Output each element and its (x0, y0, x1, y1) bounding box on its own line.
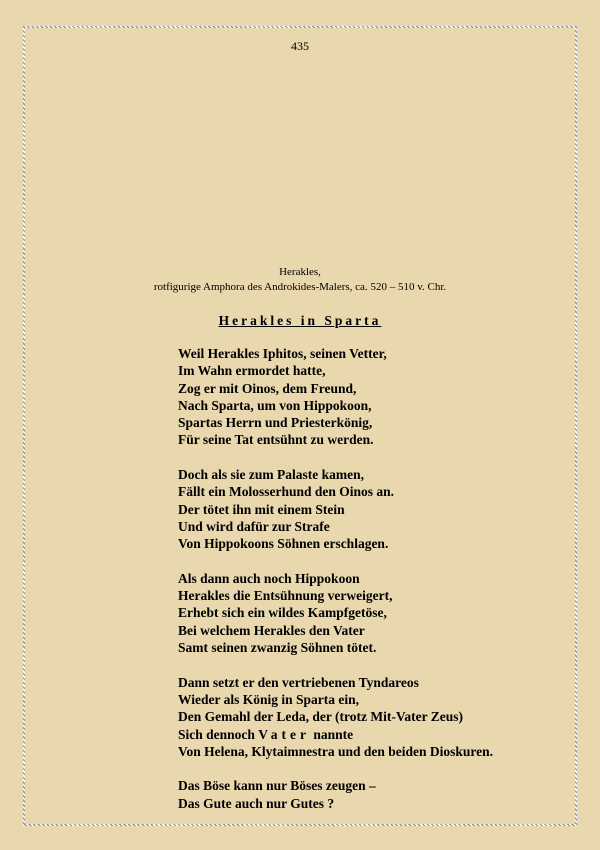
poem-line: Doch als sie zum Palaste kamen, (178, 467, 364, 483)
stanza-4 (178, 674, 493, 760)
spaced-word: Vater (258, 726, 311, 742)
stanza-1 (178, 345, 493, 449)
poem-line: Fällt ein Molosserhund den Oinos an. (178, 484, 395, 500)
stanza-5 (178, 777, 493, 812)
page-number: 435 (291, 39, 309, 53)
image-caption (0, 265, 600, 295)
line-fragment: Sich dennoch (178, 726, 259, 742)
poem-line: Das Böse kann nur Böses zeugen – (178, 778, 376, 794)
poem-line-spaced (178, 726, 493, 743)
poem-line: Wieder als König in Sparta ein, (178, 691, 360, 707)
poem-line: Bei welchem Herakles den Vater (178, 622, 365, 638)
poem-line: Weil Herakles Iphitos, seinen Vetter, (178, 346, 387, 361)
stanza-3 (178, 570, 493, 656)
poem-line: Von Hippokoons Söhnen erschlagen. (178, 536, 389, 552)
caption-line-1: Herakles, (279, 266, 321, 278)
poem-line: Herakles die Entsühnung verweigert, (178, 588, 393, 604)
poem-line: Dann setzt er den vertriebenen Tyndareos (178, 674, 419, 690)
poem-line: Für seine Tat entsühnt zu werden. (178, 432, 374, 448)
caption-line-2: rotfigurige Amphora des Androkides-Malers, ca. 520 – 510 v. Chr. (153, 281, 447, 293)
poem-line: Spartas Herrn und Priesterkönig, (178, 415, 373, 431)
poem-line: Samt seinen zwanzig Söhnen tötet. (178, 640, 377, 656)
poem-line: Erhebt sich ein wildes Kampfgetöse, (178, 605, 387, 621)
stanza-2 (178, 466, 493, 552)
poem-line: Den Gemahl der Leda, der (trotz Mit-Vater Zeus) (178, 709, 463, 725)
poem-line: Von Helena, Klytaimnestra und den beiden Dioskuren. (178, 743, 494, 759)
poem-line: Das Gute auch nur Gutes ? (178, 795, 335, 811)
poem-line: Nach Sparta, um von Hippokoon, (178, 397, 372, 413)
poem-line: Der tötet ihn mit einem Stein (178, 501, 345, 517)
poem-title: Herakles in Sparta (218, 313, 382, 328)
poem-line: Und wird dafür zur Strafe (178, 518, 330, 534)
poem-body (178, 345, 493, 812)
poem-line: Zog er mit Oinos, dem Freund, (178, 380, 357, 396)
poem-line: Im Wahn ermordet hatte, (178, 363, 326, 379)
poem-line: Als dann auch noch Hippokoon (178, 570, 360, 586)
line-fragment: nannte (310, 726, 354, 742)
